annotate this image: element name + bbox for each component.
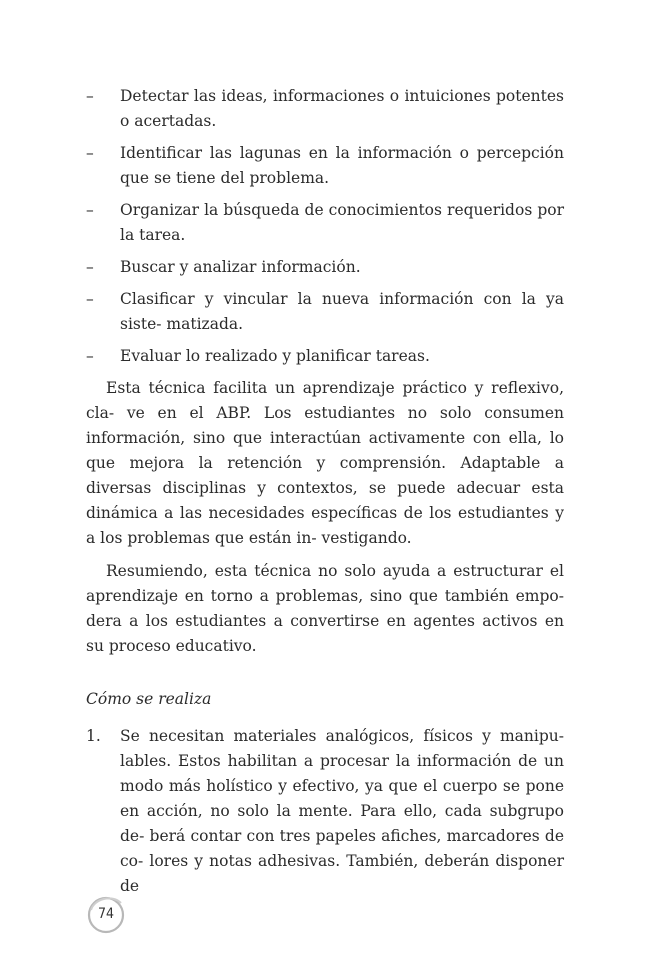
bullet-text: Organizar la búsqueda de conocimientos requeridos por la tarea. bbox=[120, 201, 564, 244]
bullet-marker: – bbox=[86, 144, 94, 162]
paragraph-technique: Esta técnica facilita un aprendizaje práctico y reflexivo, cla- ve en el ABP. Los estudiantes no solo consumen información, sino que interactúan activamente con ella, lo que mejora la retención y comprensión. Adaptable a diversas disciplinas y contextos, se puede adecuar esta dinámica a las necesidades específicas de los estudiantes y a los problemas que están in- vestigando. bbox=[86, 379, 564, 547]
list-item bbox=[86, 287, 564, 337]
bullet-text: Evaluar lo realizado y planificar tareas. bbox=[120, 347, 430, 365]
bullet-marker: – bbox=[86, 258, 94, 276]
bullet-text: Clasificar y vincular la nueva información con la ya siste- matizada. bbox=[120, 290, 564, 333]
page-number: 74 bbox=[97, 906, 115, 922]
numbered-text: Se necesitan materiales analógicos, físicos y manipu- lables. Estos habilitan a procesar la información de un modo más holístico y efectivo, ya que el cuerpo se pone en acción, no solo la mente. Para ello, cada subgrupo de- berá contar con tres papeles afiches, marcadores de co- lores y notas adhesivas. También, deberán disponer de bbox=[120, 727, 564, 895]
bullet-marker: – bbox=[86, 290, 94, 308]
page-number-badge bbox=[86, 894, 126, 934]
list-item bbox=[86, 198, 564, 248]
paragraph-summary: Resumiendo, esta técnica no solo ayuda a estructurar el aprendizaje en torno a problemas, sino que también empo- dera a los estudiantes a convertirse en agentes activos en su proceso educativo. bbox=[86, 562, 564, 655]
bullet-marker: – bbox=[86, 347, 94, 365]
numbered-list bbox=[86, 724, 564, 899]
list-item bbox=[86, 344, 564, 369]
list-item bbox=[86, 724, 564, 899]
list-item bbox=[86, 141, 564, 191]
bullet-text: Identificar las lagunas en la información o percepción que se tiene del problema. bbox=[120, 144, 564, 187]
bullet-list bbox=[86, 84, 564, 369]
number-marker: 1. bbox=[86, 727, 101, 745]
bullet-marker: – bbox=[86, 87, 94, 105]
list-item bbox=[86, 255, 564, 280]
bullet-text: Buscar y analizar información. bbox=[120, 258, 361, 276]
list-item bbox=[86, 84, 564, 134]
page-body bbox=[86, 84, 564, 899]
section-heading: Cómo se realiza bbox=[86, 690, 212, 708]
bullet-marker: – bbox=[86, 201, 94, 219]
bullet-text: Detectar las ideas, informaciones o intuiciones potentes o acertadas. bbox=[120, 87, 564, 130]
